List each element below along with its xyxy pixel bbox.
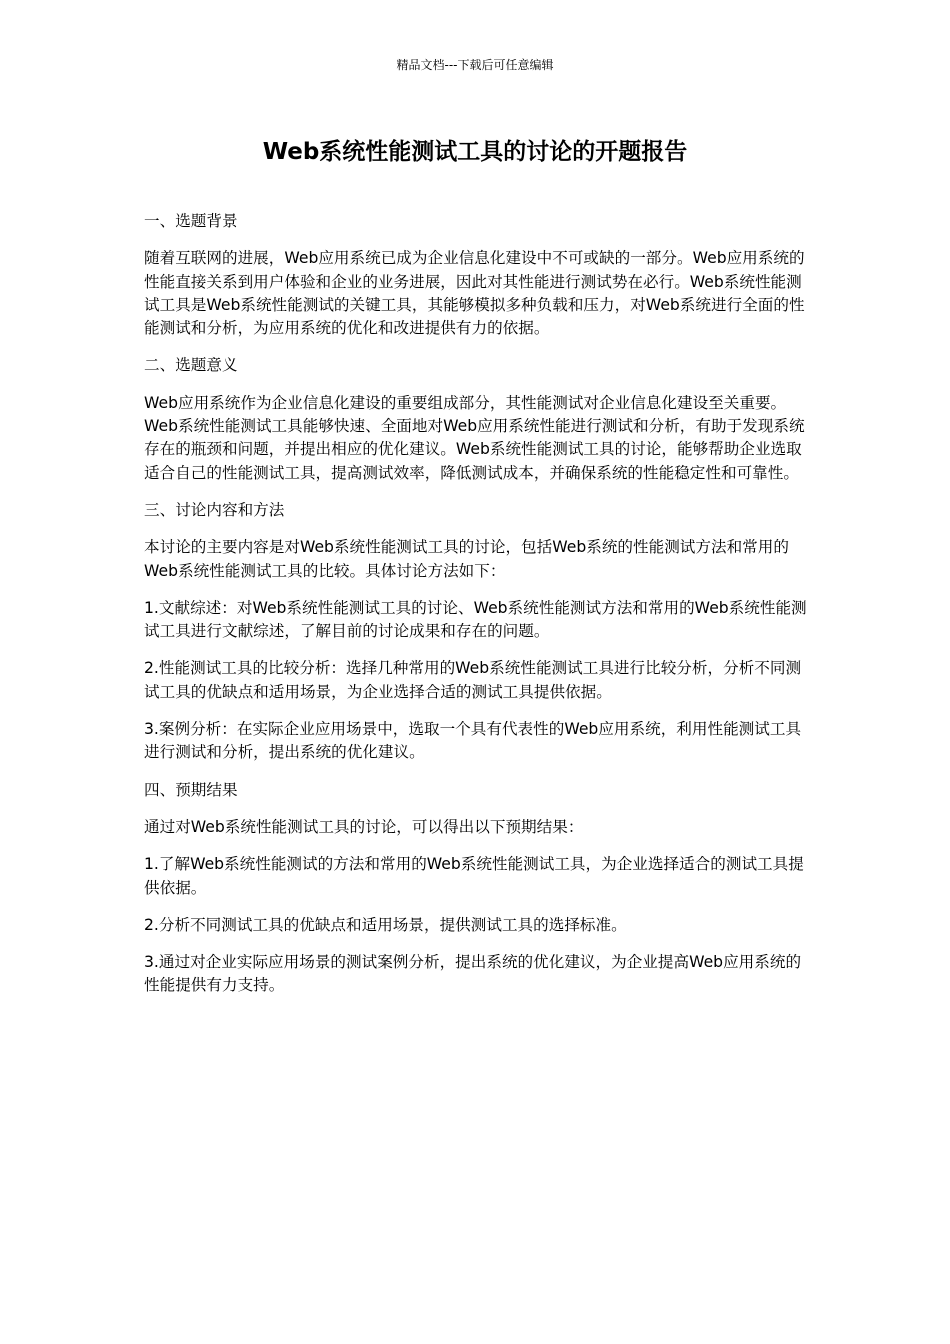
list-item: 1.文献综述：对Web系统性能测试工具的讨论、Web系统性能测试方法和常用的Web系统性能测试工具进行文献综述，了解目前的讨论成果和存在的问题。 (144, 598, 807, 641)
paragraph: 本讨论的主要内容是对Web系统性能测试工具的讨论，包括Web系统的性能测试方法和常用的Web系统性能测试工具的比较。具体讨论方法如下： (144, 538, 789, 580)
section-heading-background: 一、选题背景 (144, 212, 238, 230)
list-item: 1.了解Web系统性能测试的方法和常用的Web系统性能测试工具，为企业选择适合的测试工具提供依据。 (144, 855, 804, 897)
page-header: 精品文档---下载后可任意编辑 (396, 58, 554, 72)
paragraph: Web应用系统作为企业信息化建设的重要组成部分，其性能测试对企业信息化建设至关重要。Web系统性能测试工具能够快速、全面地对Web应用系统性能进行测试和分析，有助于发现系统存在的瓶颈和问题，并提出相应的优化建议。Web系统性能测试工具的讨论，能够帮助企业选取适合自己的性能测试工具，提高测试效率，降低测试成本，并确保系统的性能稳定性和可靠性。 (144, 393, 805, 482)
paragraph: 随着互联网的进展，Web应用系统已成为企业信息化建设中不可或缺的一部分。Web应用系统的性能直接关系到用户体验和企业的业务进展，因此对其性能进行测试势在必行。Web系统性能测试工具是Web系统性能测试的关键工具，其能够模拟多种负载和压力，对Web系统进行全面的性能测试和分析，为应用系统的优化和改进提供有力的依据。 (144, 249, 805, 338)
section-heading-expected-results: 四、预期结果 (144, 780, 238, 799)
section-heading-significance: 二、选题意义 (144, 356, 238, 375)
list-item: 3.通过对企业实际应用场景的测试案例分析，提出系统的优化建议，为企业提高Web应用系统的性能提供有力支持。 (144, 953, 802, 995)
document-body (144, 210, 808, 1012)
list-item: 2.性能测试工具的比较分析：选择几种常用的Web系统性能测试工具进行比较分析，分析不同测试工具的优缺点和适用场景，为企业选择合适的测试工具提供依据。 (144, 659, 802, 701)
list-item: 2.分析不同测试工具的优缺点和适用场景，提供测试工具的选择标准。 (144, 915, 627, 934)
paragraph: 通过对Web系统性能测试工具的讨论，可以得出以下预期结果： (144, 817, 584, 836)
document-title: Web系统性能测试工具的讨论的开题报告 (262, 139, 688, 165)
section-heading-content-methods: 三、讨论内容和方法 (144, 500, 285, 519)
list-item: 3.案例分析：在实际企业应用场景中，选取一个具有代表性的Web应用系统，利用性能测试工具进行测试和分析，提出系统的优化建议。 (144, 720, 802, 762)
